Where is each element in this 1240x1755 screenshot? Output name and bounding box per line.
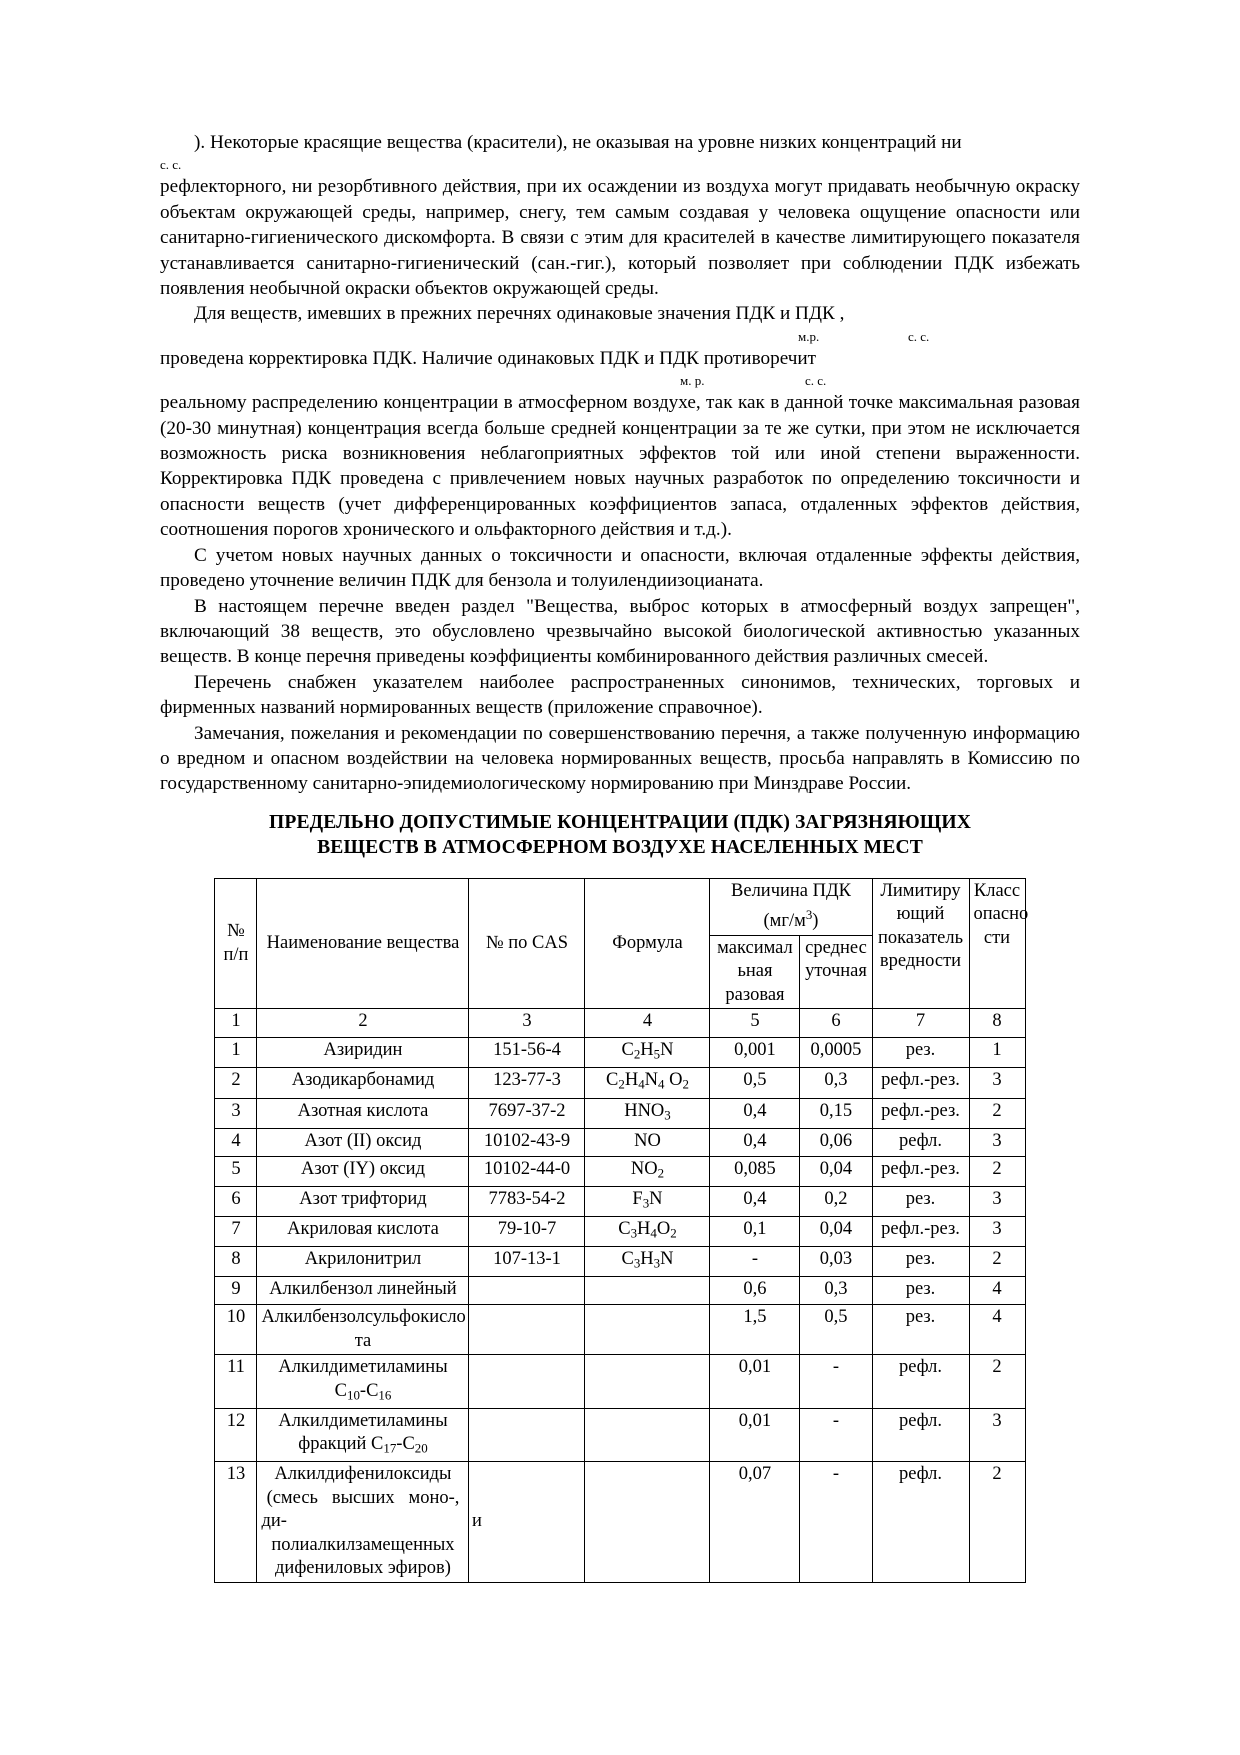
cell-hazard-class: 3 <box>969 1068 1025 1098</box>
cell-cas-number: 10102-43-9 <box>469 1128 585 1156</box>
subscript-ss-2: с. с. <box>908 328 930 344</box>
header-daily-average <box>800 935 872 1009</box>
cell-substance-name: Алкилдиметиламины $C_{10}-C_{16}$ <box>257 1355 469 1409</box>
cell-cas-number: 7783-54-2 <box>469 1186 585 1216</box>
cell-row-number: 3 <box>215 1098 257 1128</box>
subscript-ss-1: с. с. <box>160 157 182 173</box>
pdk-table <box>214 878 1029 1583</box>
cell-formula: $C_3H_3N$ <box>585 1247 710 1277</box>
header-daily-line1: среднес <box>805 937 867 958</box>
cell-cas-number: 107-13-1 <box>469 1247 585 1277</box>
cell-formula: $C_2H_5N$ <box>585 1038 710 1068</box>
cell-max-single-dose: 0,4 <box>710 1128 800 1156</box>
table-header-row <box>215 878 1025 935</box>
cell-max-single-dose: 0,6 <box>710 1277 800 1305</box>
header-no-line2: п/п <box>223 944 249 965</box>
cell-row-number: 7 <box>215 1216 257 1246</box>
paragraph-real-distribution: реальному распределению концентрации в атмосферном воздухе, так как в данной точке максимальная разовая (20-30 минутная) концентрация всегда больше средней концентрации за те же сутки, при этом не исключается возможность риска возникновения неблагоприятных эффектов той или иной степени выраженности. Корректировка ПДК проведена с привлечением новых научных разработок по определению токсичности и опасности веществ (учет дифференцированных коэффициентов запаса, отдаленных эффектов действия, соотношения порогов хронического и ольфакторного действия и т.д.). <box>160 392 1080 541</box>
table-row <box>215 1186 1025 1216</box>
cell-substance-name: Алкилбензолсульфокисло та <box>257 1305 469 1355</box>
header-substance-name: Наименование вещества <box>257 878 469 1009</box>
cell-max-single-dose: 0,085 <box>710 1156 800 1186</box>
cell-hazard-class: 2 <box>969 1247 1025 1277</box>
cell-substance-name: Азот (II) оксид <box>257 1128 469 1156</box>
subscript-ss-3: с. с. <box>805 373 827 389</box>
table-row <box>215 1408 1025 1462</box>
cell-hazard-class: 3 <box>969 1408 1025 1462</box>
cell-substance-name: Азот (IY) оксид <box>257 1156 469 1186</box>
header-max-line1: максимал <box>717 937 793 958</box>
header-row-number <box>215 878 257 1009</box>
cell-max-single-dose: 0,01 <box>710 1355 800 1409</box>
cell-limiting-indicator: рез. <box>872 1038 969 1068</box>
subscript-mr-3: м. р. <box>680 373 705 389</box>
cell-substance-name: Азот трифторид <box>257 1186 469 1216</box>
cell-daily-average: 0,15 <box>800 1098 872 1128</box>
header-cas-number: № по CAS <box>469 878 585 1009</box>
paragraph-equal-values: Для веществ, имевших в прежних перечнях одинаковые значения ПДК и ПДК , <box>194 303 845 325</box>
cell-max-single-dose: 0,001 <box>710 1038 800 1068</box>
cell-hazard-class: 4 <box>969 1277 1025 1305</box>
cell-daily-average: - <box>800 1408 872 1462</box>
cell-hazard-class: 3 <box>969 1216 1025 1246</box>
cell-row-number: 5 <box>215 1156 257 1186</box>
cell-max-single-dose: 1,5 <box>710 1305 800 1355</box>
table-row <box>215 1216 1025 1246</box>
cell-row-number: 13 <box>215 1462 257 1583</box>
cell-daily-average: 0,3 <box>800 1068 872 1098</box>
cell-daily-average: 0,04 <box>800 1216 872 1246</box>
paragraph-intro: ). Некоторые красящие вещества (красители), не оказывая на уровне низких концентраций ни <box>194 132 962 153</box>
page-title <box>160 810 1080 860</box>
cell-formula: NO <box>585 1128 710 1156</box>
cell-formula <box>585 1408 710 1462</box>
header-limiting-indicator <box>872 878 969 1009</box>
cell-formula: $C_2H_4N_4$ $O_2$ <box>585 1068 710 1098</box>
cell-substance-name: Азодикарбонамид <box>257 1068 469 1098</box>
header-pdk-value-group <box>710 878 872 935</box>
cell-max-single-dose: - <box>710 1247 800 1277</box>
cell-row-number: 10 <box>215 1305 257 1355</box>
colnum-8: 8 <box>969 1009 1025 1038</box>
cell-hazard-class: 1 <box>969 1038 1025 1068</box>
table-body <box>215 1038 1025 1583</box>
cell-limiting-indicator: рефл.-рез. <box>872 1216 969 1246</box>
header-no-line1: № <box>227 921 245 942</box>
table-row <box>215 1305 1025 1355</box>
table-row <box>215 1355 1025 1409</box>
cell-daily-average: 0,3 <box>800 1277 872 1305</box>
cell-max-single-dose: 0,4 <box>710 1186 800 1216</box>
header-limiting-line3: показатель <box>877 927 964 948</box>
cell-cas-number: 79-10-7 <box>469 1216 585 1246</box>
paragraph-index: Перечень снабжен указателем наиболее распространенных синонимов, технических, торговых и фирменных названий нормированных веществ (приложение справочное). <box>160 671 1080 719</box>
cell-limiting-indicator: рефл. <box>872 1408 969 1462</box>
colnum-1: 1 <box>215 1009 257 1038</box>
cell-row-number: 11 <box>215 1355 257 1409</box>
paragraph-reflector: рефлекторного, ни резорбтивного действия, при их осаждении из воздуха могут придавать необычную окраску объектам окружающей среды, например, снегу, тем самым создавая у человека ощущение опасности или санитарно-гигиенического дискомфорта. В связи с этим для красителей в качестве лимитирующего показателя устанавливается санитарно-гигиенический (сан.-гиг.), который позволяет при соблюдении ПДК избежать появления необычной окраски объектов окружающей среды. <box>160 176 1080 300</box>
cell-limiting-indicator: рез. <box>872 1186 969 1216</box>
cell-limiting-indicator: рез. <box>872 1247 969 1277</box>
cell-daily-average: 0,06 <box>800 1128 872 1156</box>
cell-hazard-class: 3 <box>969 1186 1025 1216</box>
subscript-mr-2: м.р. <box>798 328 820 344</box>
header-max-line2: ьная <box>737 961 773 982</box>
cell-daily-average: - <box>800 1355 872 1409</box>
header-pdk-units: $(мг/м^3)$ <box>763 907 819 932</box>
colnum-7: 7 <box>872 1009 969 1038</box>
table-column-number-row <box>215 1009 1025 1038</box>
cell-hazard-class: 2 <box>969 1462 1025 1583</box>
cell-row-number: 9 <box>215 1277 257 1305</box>
header-max-line3: разовая <box>725 984 785 1005</box>
header-max-single-dose <box>710 935 800 1009</box>
paragraph-correction: проведена корректировка ПДК. Наличие одинаковых ПДК и ПДК противоречит <box>160 347 817 369</box>
cell-cas-number <box>469 1462 585 1583</box>
table-row <box>215 1462 1025 1583</box>
cell-row-number: 8 <box>215 1247 257 1277</box>
header-pdk-line1: Величина ПДК <box>731 880 851 901</box>
paragraph-feedback: Замечания, пожелания и рекомендации по совершенствованию перечня, а также полученную информацию о вредном и опасном воздействии на человека нормированных веществ, просьба направлять в Комиссию по государственному санитарно-эпидемиологическому нормированию при Минздраве России. <box>160 722 1080 795</box>
cell-daily-average: 0,04 <box>800 1156 872 1186</box>
cell-cas-number: 151-56-4 <box>469 1038 585 1068</box>
cell-limiting-indicator: рефл. <box>872 1128 969 1156</box>
title-line-1: ПРЕДЕЛЬНО ДОПУСТИМЫЕ КОНЦЕНТРАЦИИ (ПДК) ЗАГРЯЗНЯЮЩИХ <box>269 811 971 833</box>
header-limiting-line1: Лимитиру <box>880 880 961 901</box>
cell-max-single-dose: 0,1 <box>710 1216 800 1246</box>
header-limiting-line2: ющий <box>896 904 945 925</box>
cell-substance-name: Акрилонитрил <box>257 1247 469 1277</box>
header-class-line3: сти <box>983 927 1011 948</box>
colnum-3: 3 <box>469 1009 585 1038</box>
cell-limiting-indicator: рефл.-рез. <box>872 1156 969 1186</box>
cell-substance-name: Алкилбензол линейный <box>257 1277 469 1305</box>
colnum-4: 4 <box>585 1009 710 1038</box>
paragraph-new-data: С учетом новых научных данных о токсичности и опасности, включая отдаленные эффекты действия, проведено уточнение величин ПДК для бензола и толуилендиизоцианата. <box>160 544 1080 592</box>
subscript-marker-line-2 <box>160 327 1080 346</box>
subscript-marker-line-1 <box>160 155 1080 174</box>
cell-hazard-class: 2 <box>969 1355 1025 1409</box>
cell-max-single-dose: 0,07 <box>710 1462 800 1583</box>
cell-substance-name: Азиридин <box>257 1038 469 1068</box>
cell-formula <box>585 1305 710 1355</box>
cell-cas-number <box>469 1277 585 1305</box>
cell-formula: $F_3N$ <box>585 1186 710 1216</box>
table-row <box>215 1277 1025 1305</box>
cell-substance-name: Алкилдиметиламины фракций $C_{17}-C_{20}$ <box>257 1408 469 1462</box>
header-formula: Формула <box>585 878 710 1009</box>
header-hazard-class <box>969 878 1029 1009</box>
table-row <box>215 1038 1025 1068</box>
cell-limiting-indicator: рез. <box>872 1277 969 1305</box>
cell-row-number: 2 <box>215 1068 257 1098</box>
cell-daily-average: 0,2 <box>800 1186 872 1216</box>
cell-hazard-class: 3 <box>969 1128 1025 1156</box>
header-daily-line2: уточная <box>805 961 867 982</box>
table-row <box>215 1156 1025 1186</box>
cell-cas-number <box>469 1408 585 1462</box>
cell-substance-name: Акриловая кислота <box>257 1216 469 1246</box>
header-class-line2: опасно <box>973 904 1029 925</box>
cell-daily-average: - <box>800 1462 872 1583</box>
table-row <box>215 1068 1025 1098</box>
cell-daily-average: 0,5 <box>800 1305 872 1355</box>
cell-formula <box>585 1462 710 1583</box>
cell-row-number: 6 <box>215 1186 257 1216</box>
cell-limiting-indicator: рефл.-рез. <box>872 1098 969 1128</box>
cell-daily-average: 0,03 <box>800 1247 872 1277</box>
header-limiting-line4: вредности <box>879 951 962 972</box>
cell-limiting-indicator: рефл. <box>872 1462 969 1583</box>
cell-formula: $NO_2$ <box>585 1156 710 1186</box>
header-class-line1: Класс <box>973 880 1021 901</box>
cell-cas-number: 7697-37-2 <box>469 1098 585 1128</box>
table-row <box>215 1247 1025 1277</box>
cell-row-number: 1 <box>215 1038 257 1068</box>
cell-limiting-indicator: рефл.-рез. <box>872 1068 969 1098</box>
cell-hazard-class: 2 <box>969 1156 1025 1186</box>
colnum-5: 5 <box>710 1009 800 1038</box>
subscript-marker-line-3 <box>160 371 1080 390</box>
paragraph-banned-section: В настоящем перечне введен раздел "Вещества, выброс которых в атмосферный воздух запрещен", включающий 38 веществ, это обусловлено чрезвычайно высокой биологической активностью указанных веществ. В конце перечня приведены коэффициенты комбинированного действия различных смесей. <box>160 595 1080 668</box>
table-row <box>215 1098 1025 1128</box>
table-row <box>215 1128 1025 1156</box>
colnum-6: 6 <box>800 1009 872 1038</box>
cell-max-single-dose: 0,5 <box>710 1068 800 1098</box>
cell-hazard-class: 2 <box>969 1098 1025 1128</box>
cell-formula: $C_3H_4O_2$ <box>585 1216 710 1246</box>
cell-formula: $HNO_3$ <box>585 1098 710 1128</box>
cell-cas-number: 10102-44-0 <box>469 1156 585 1186</box>
cell-hazard-class: 4 <box>969 1305 1025 1355</box>
cell-daily-average: 0,0005 <box>800 1038 872 1068</box>
cell-substance-name: Азотная кислота <box>257 1098 469 1128</box>
cell-formula <box>585 1355 710 1409</box>
cell-substance-name: Алкилдифенилоксиды (смесь высших моно-, ди- и полиалкилзамещенных дифениловых эфиров) <box>257 1462 469 1583</box>
title-line-2: ВЕЩЕСТВ В АТМОСФЕРНОМ ВОЗДУХЕ НАСЕЛЕННЫХ МЕСТ <box>317 836 923 858</box>
cell-row-number: 4 <box>215 1128 257 1156</box>
cell-cas-number <box>469 1355 585 1409</box>
cell-formula <box>585 1277 710 1305</box>
cell-max-single-dose: 0,01 <box>710 1408 800 1462</box>
cell-cas-number: 123-77-3 <box>469 1068 585 1098</box>
cell-limiting-indicator: рез. <box>872 1305 969 1355</box>
cell-row-number: 12 <box>215 1408 257 1462</box>
colnum-2: 2 <box>257 1009 469 1038</box>
cell-cas-number <box>469 1305 585 1355</box>
cell-max-single-dose: 0,4 <box>710 1098 800 1128</box>
cell-limiting-indicator: рефл. <box>872 1355 969 1409</box>
